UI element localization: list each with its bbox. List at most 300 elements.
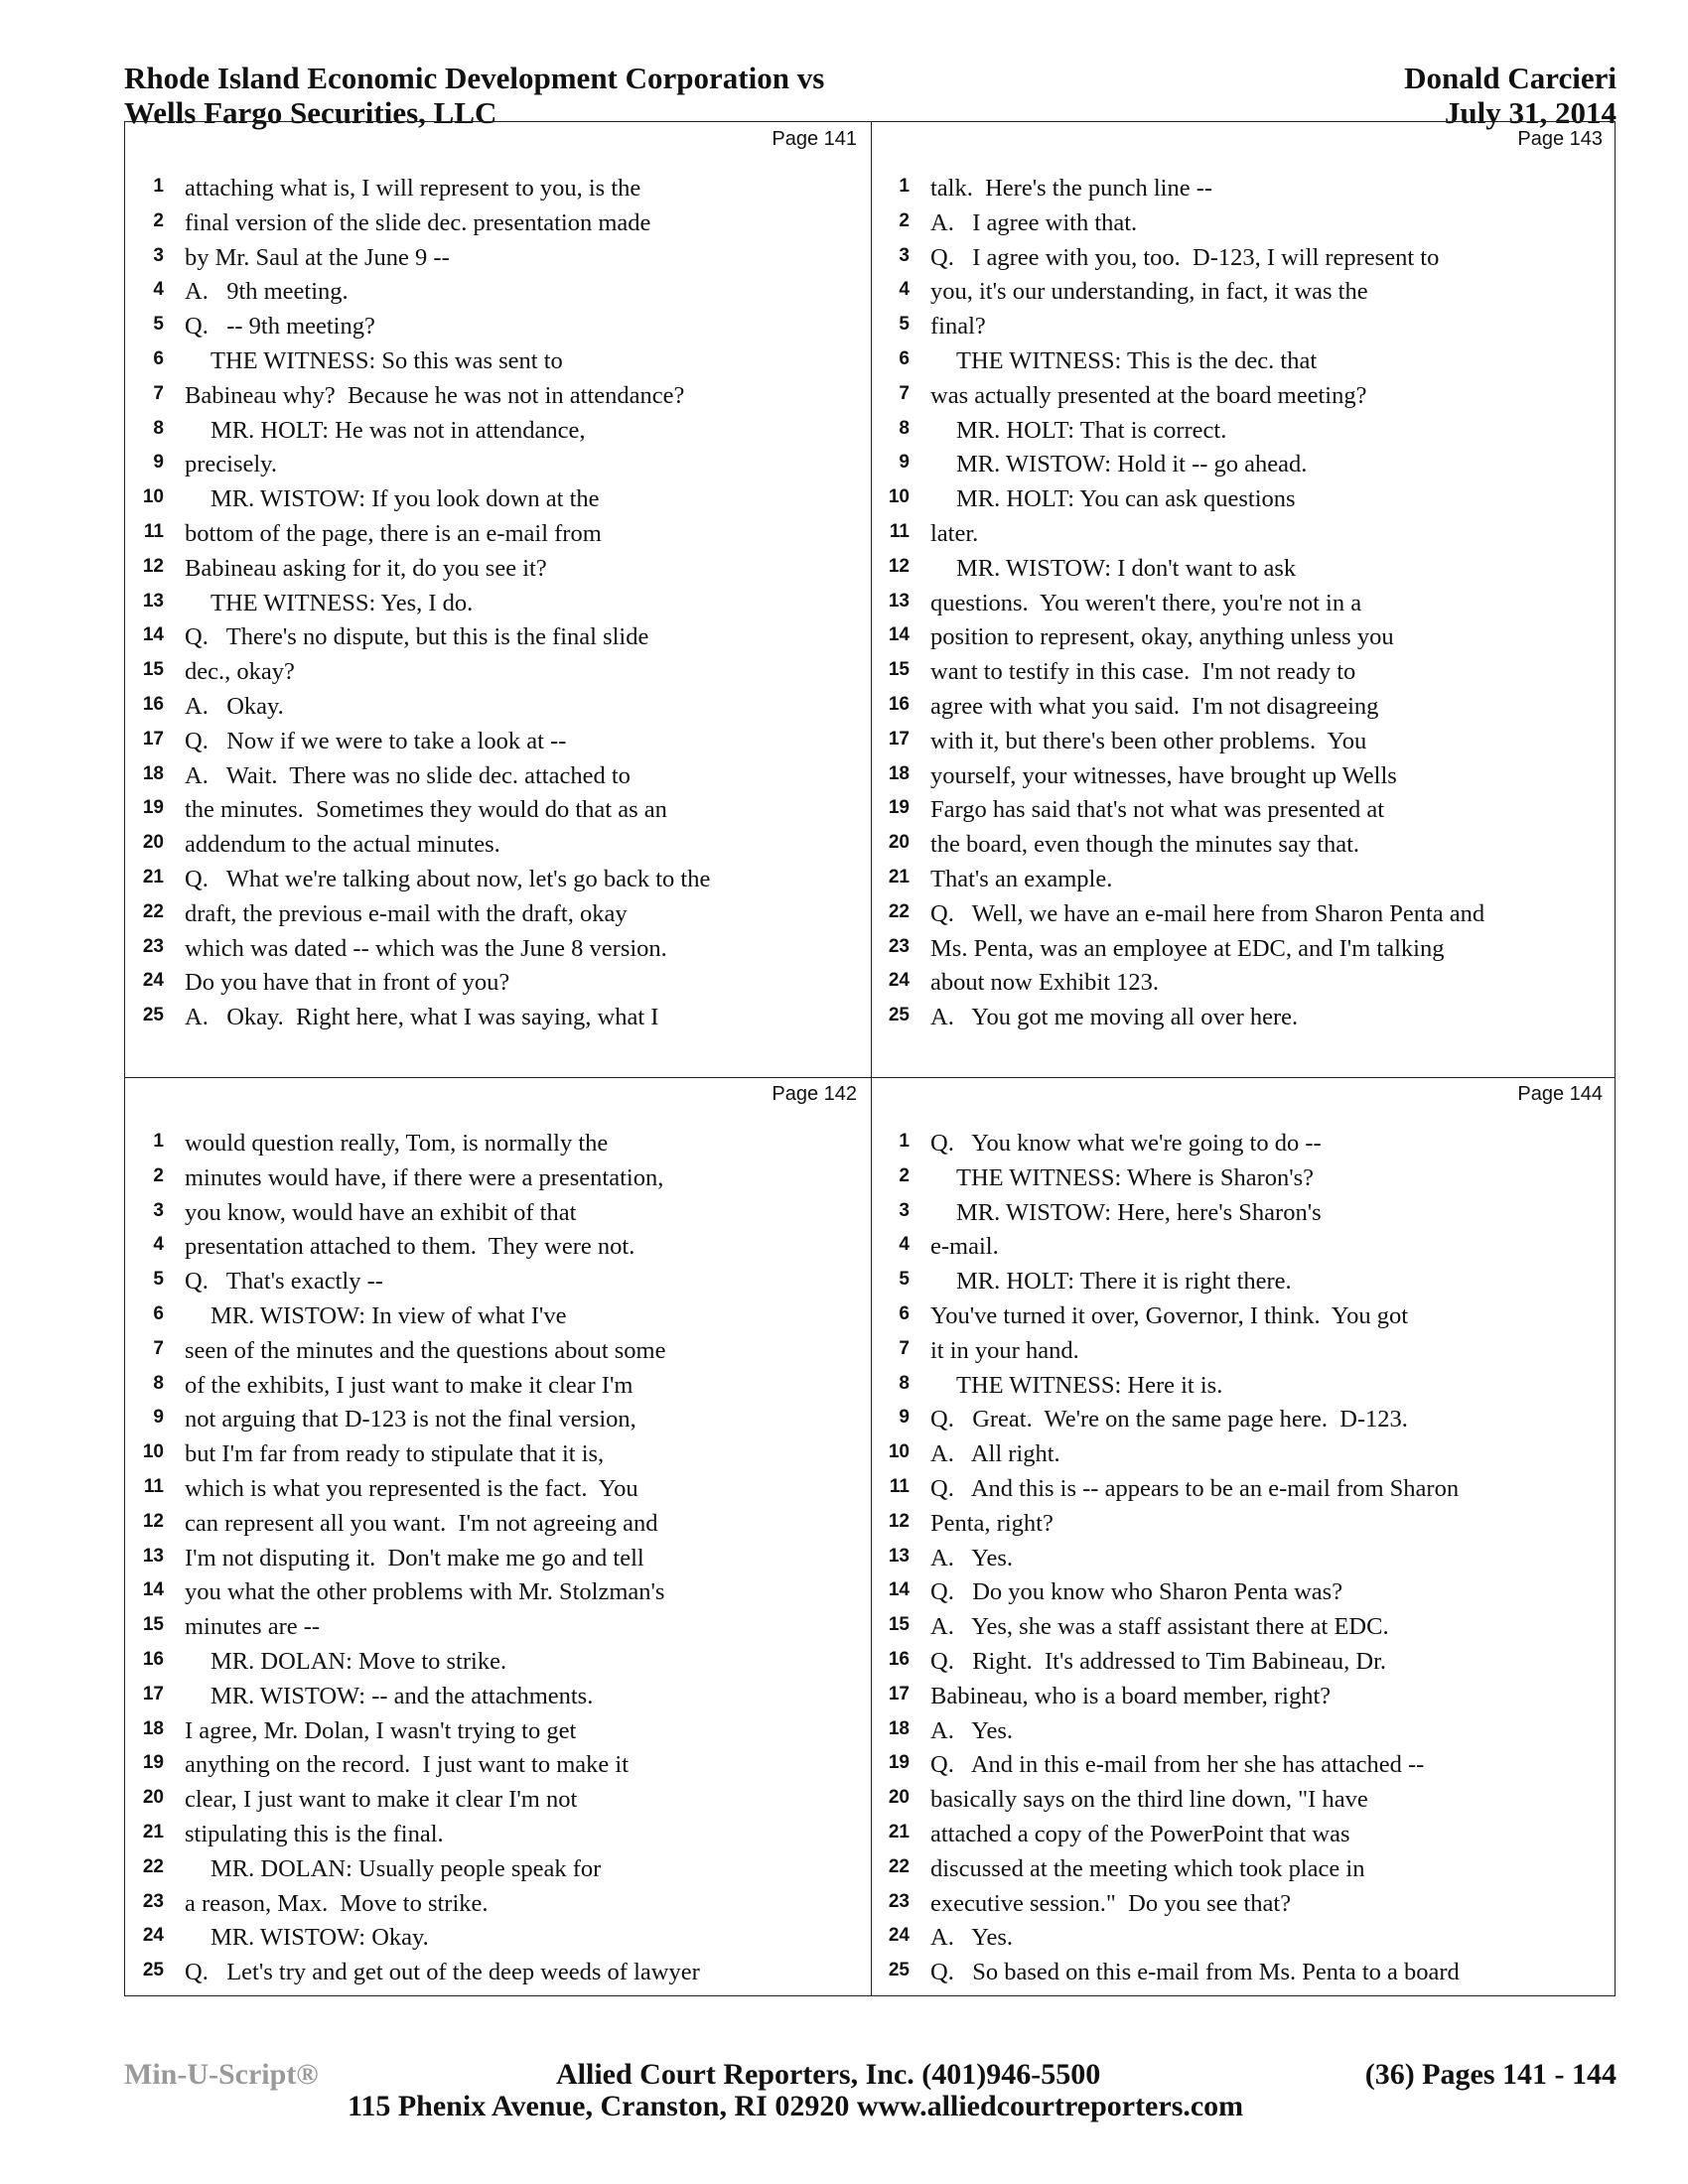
line-text: Q. So based on this e-mail from Ms. Penta to a board — [930, 1959, 1460, 1986]
transcript-line — [125, 1334, 871, 1369]
line-text: A. Wait. There was no slide dec. attached to — [185, 761, 631, 789]
transcript-line — [871, 1956, 1617, 1990]
transcript-line — [125, 966, 871, 1001]
line-number: 19 — [142, 797, 164, 819]
transcript-line — [871, 448, 1617, 482]
transcript-page-143 — [871, 122, 1617, 1077]
line-number: 6 — [153, 347, 164, 369]
line-number: 2 — [899, 209, 910, 231]
line-text: Q. There's no dispute, but this is the final slide — [185, 623, 649, 651]
line-number: 23 — [888, 935, 910, 957]
line-text: THE WITNESS: So this was sent to — [211, 346, 563, 374]
transcript-line — [125, 1127, 871, 1161]
line-number: 18 — [888, 762, 910, 784]
transcript-line — [871, 690, 1617, 725]
line-number: 6 — [153, 1302, 164, 1324]
line-number: 22 — [142, 1855, 164, 1877]
line-text: was actually presented at the board meeting? — [930, 381, 1367, 409]
transcript-line — [125, 1610, 871, 1645]
line-text: Q. Do you know who Sharon Penta was? — [930, 1578, 1343, 1606]
line-number: 1 — [899, 176, 910, 197]
transcript-line — [125, 1818, 871, 1852]
line-text: but I'm far from ready to stipulate that it is, — [185, 1440, 605, 1468]
transcript-line — [871, 759, 1617, 794]
line-number: 22 — [142, 900, 164, 922]
transcript-line — [871, 1472, 1617, 1507]
line-number: 1 — [153, 176, 164, 197]
transcript-line — [125, 1265, 871, 1299]
transcript-line — [125, 793, 871, 828]
line-number: 3 — [899, 1199, 910, 1221]
line-text: MR. WISTOW: Okay. — [211, 1924, 429, 1952]
transcript-line — [125, 1921, 871, 1956]
transcript-line — [125, 344, 871, 379]
transcript-line — [125, 1472, 871, 1507]
line-text: basically says on the third line down, "I have — [930, 1786, 1368, 1814]
line-text: e-mail. — [930, 1233, 999, 1261]
line-number: 1 — [899, 1131, 910, 1152]
min-u-script-brand: Min-U-Script® — [124, 2058, 319, 2091]
transcript-line — [871, 1748, 1617, 1783]
line-number: 16 — [888, 1648, 910, 1670]
transcript-line — [871, 172, 1617, 206]
line-number: 18 — [888, 1717, 910, 1739]
line-number: 19 — [888, 1752, 910, 1774]
transcript-line — [125, 1369, 871, 1404]
line-text: Babineau, who is a board member, right? — [930, 1682, 1332, 1709]
line-number: 6 — [899, 1302, 910, 1324]
transcript-line — [871, 1161, 1617, 1196]
line-text: A. Yes. — [930, 1716, 1014, 1744]
line-text: executive session." Do you see that? — [930, 1889, 1292, 1917]
line-text: MR. DOLAN: Usually people speak for — [211, 1854, 602, 1882]
line-number: 18 — [142, 762, 164, 784]
line-number: 16 — [142, 1648, 164, 1670]
case-title-line2: Wells Fargo Securities, LLC — [124, 95, 497, 130]
line-text: MR. WISTOW: -- and the attachments. — [211, 1682, 594, 1709]
transcript-line — [125, 725, 871, 759]
line-text: not arguing that D-123 is not the final version, — [185, 1406, 636, 1433]
transcript-line — [125, 1887, 871, 1922]
transcript-lines — [125, 1127, 871, 1990]
line-text: want to testify in this case. I'm not ready to — [930, 658, 1356, 686]
transcript-line — [871, 379, 1617, 414]
transcript-line — [871, 863, 1617, 897]
line-text: Q. I agree with you, too. D-123, I will represent to — [930, 243, 1440, 271]
transcript-page-141 — [125, 122, 871, 1077]
line-text: with it, but there's been other problems. You — [930, 727, 1367, 754]
line-number: 12 — [888, 555, 910, 577]
line-text: Q. What we're talking about now, let's go back to the — [185, 865, 711, 892]
line-text: addendum to the actual minutes. — [185, 831, 500, 859]
transcript-line — [125, 414, 871, 449]
line-number: 8 — [153, 1372, 164, 1394]
transcript-line — [125, 1748, 871, 1783]
line-text: would question really, Tom, is normally the — [185, 1130, 609, 1157]
line-number: 11 — [889, 1475, 910, 1497]
line-number: 4 — [153, 1234, 164, 1256]
line-text: THE WITNESS: Where is Sharon's? — [956, 1163, 1315, 1191]
line-text: THE WITNESS: Here it is. — [956, 1371, 1223, 1399]
witness-name: Donald Carcieri — [1404, 61, 1617, 95]
transcript-line — [125, 897, 871, 932]
transcript-line — [871, 620, 1617, 655]
transcript-lines — [125, 172, 871, 1035]
line-text: the minutes. Sometimes they would do that as an — [185, 796, 667, 824]
line-number: 9 — [899, 1407, 910, 1429]
transcript-line — [871, 828, 1617, 863]
line-number: 9 — [153, 1407, 164, 1429]
transcript-line — [871, 1818, 1617, 1852]
transcript-line — [871, 1403, 1617, 1437]
line-text: MR. HOLT: There it is right there. — [956, 1268, 1292, 1296]
transcript-line — [125, 1507, 871, 1542]
transcript-line — [125, 1783, 871, 1818]
line-text: Fargo has said that's not what was presented at — [930, 796, 1385, 824]
line-number: 17 — [142, 1683, 164, 1705]
line-number: 22 — [888, 900, 910, 922]
line-number: 17 — [888, 728, 910, 750]
line-number: 21 — [888, 866, 910, 887]
line-text: position to represent, okay, anything unless you — [930, 623, 1394, 651]
line-text: can represent all you want. I'm not agreeing and — [185, 1509, 658, 1537]
line-number: 14 — [142, 1579, 164, 1601]
line-number: 12 — [888, 1510, 910, 1532]
line-text: a reason, Max. Move to strike. — [185, 1889, 489, 1917]
line-text: A. Okay. Right here, what I was saying, what I — [185, 1004, 659, 1031]
line-number: 10 — [888, 486, 910, 508]
transcript-line — [871, 310, 1617, 344]
transcript-line — [871, 1196, 1617, 1231]
line-text: Q. Let's try and get out of the deep weeds of lawyer — [185, 1959, 700, 1986]
line-text: MR. WISTOW: In view of what I've — [211, 1301, 567, 1329]
line-text: about now Exhibit 123. — [930, 969, 1160, 997]
line-number: 18 — [142, 1717, 164, 1739]
line-text: minutes are -- — [185, 1613, 321, 1641]
line-text: MR. WISTOW: If you look down at the — [211, 485, 600, 513]
line-number: 21 — [888, 1821, 910, 1843]
transcript-line — [871, 1299, 1617, 1334]
transcript-line — [125, 1852, 871, 1887]
line-number: 13 — [888, 1545, 910, 1567]
transcript-line — [125, 1575, 871, 1610]
transcript-line — [871, 897, 1617, 932]
line-number: 25 — [888, 1960, 910, 1981]
line-text: Q. Great. We're on the same page here. D-123. — [930, 1406, 1408, 1433]
line-number: 20 — [142, 832, 164, 854]
transcript-line — [125, 1542, 871, 1576]
line-text: Q. And this is -- appears to be an e-mail from Sharon — [930, 1474, 1460, 1502]
reporter-address: 115 Phenix Avenue, Cranston, RI 02920 www.alliedcourtreporters.com — [348, 2090, 1244, 2122]
transcript-line — [871, 793, 1617, 828]
transcript-line — [871, 1507, 1617, 1542]
line-text: yourself, your witnesses, have brought up Wells — [930, 761, 1397, 789]
line-text: bottom of the page, there is an e-mail from — [185, 519, 602, 547]
line-number: 19 — [888, 797, 910, 819]
transcript-page-142 — [125, 1077, 871, 2032]
line-text: Q. Now if we were to take a look at -- — [185, 727, 567, 754]
line-text: You've turned it over, Governor, I think. You got — [930, 1301, 1409, 1329]
line-number: 4 — [899, 279, 910, 301]
line-text: MR. WISTOW: I don't want to ask — [956, 554, 1297, 582]
transcript-page-144 — [871, 1077, 1617, 2032]
transcript-line — [125, 448, 871, 482]
line-text: Q. That's exactly -- — [185, 1268, 383, 1296]
line-text: That's an example. — [930, 865, 1113, 892]
line-text: which is what you represented is the fact. You — [185, 1474, 638, 1502]
transcript-line — [125, 1161, 871, 1196]
transcript-line — [871, 414, 1617, 449]
transcript-line — [871, 966, 1617, 1001]
transcript-line — [125, 1437, 871, 1472]
line-number: 13 — [142, 1545, 164, 1567]
transcript-grid — [124, 121, 1616, 1996]
line-number: 7 — [153, 382, 164, 404]
line-text: anything on the record. I just want to make it — [185, 1751, 630, 1779]
line-number: 12 — [142, 1510, 164, 1532]
transcript-line — [125, 620, 871, 655]
line-text: by Mr. Saul at the June 9 -- — [185, 243, 450, 271]
transcript-line — [125, 759, 871, 794]
transcript-line — [871, 1001, 1617, 1035]
transcript-lines — [871, 1127, 1617, 1990]
line-text: clear, I just want to make it clear I'm not — [185, 1786, 578, 1814]
transcript-line — [125, 932, 871, 967]
line-text: A. I agree with that. — [930, 208, 1138, 236]
line-number: 10 — [142, 1441, 164, 1463]
line-number: 24 — [142, 1925, 164, 1947]
line-number: 14 — [888, 1579, 910, 1601]
line-text: Penta, right? — [930, 1509, 1054, 1537]
transcript-line — [125, 1001, 871, 1035]
line-text: discussed at the meeting which took place in — [930, 1854, 1365, 1882]
line-number: 7 — [153, 1337, 164, 1359]
transcript-line — [125, 1196, 871, 1231]
line-text: Q. Right. It's addressed to Tim Babineau, Dr. — [930, 1647, 1387, 1675]
line-number: 10 — [142, 486, 164, 508]
line-number: 14 — [142, 624, 164, 646]
transcript-line — [871, 1437, 1617, 1472]
line-number: 24 — [888, 1925, 910, 1947]
transcript-line — [125, 1956, 871, 1990]
line-number: 11 — [143, 520, 164, 542]
line-number: 3 — [153, 1199, 164, 1221]
line-number: 16 — [888, 693, 910, 715]
line-number: 4 — [899, 1234, 910, 1256]
line-text: A. Okay. — [185, 692, 284, 720]
transcript-line — [125, 690, 871, 725]
line-text: Q. You know what we're going to do -- — [930, 1130, 1322, 1157]
line-number: 4 — [153, 279, 164, 301]
transcript-line — [871, 587, 1617, 621]
line-number: 23 — [142, 1890, 164, 1912]
transcript-line — [871, 932, 1617, 967]
line-text: it in your hand. — [930, 1336, 1079, 1364]
line-text: dec., okay? — [185, 658, 295, 686]
line-number: 25 — [888, 1005, 910, 1026]
line-text: attaching what is, I will represent to you, is the — [185, 175, 641, 202]
transcript-line — [871, 1852, 1617, 1887]
line-text: I agree, Mr. Dolan, I wasn't trying to get — [185, 1716, 577, 1744]
line-number: 23 — [888, 1890, 910, 1912]
transcript-line — [125, 587, 871, 621]
line-number: 7 — [899, 382, 910, 404]
line-number: 3 — [899, 244, 910, 266]
transcript-line — [871, 241, 1617, 276]
transcript-line — [871, 275, 1617, 310]
transcript-line — [871, 206, 1617, 241]
line-number: 15 — [888, 659, 910, 681]
transcript-line — [871, 1921, 1617, 1956]
line-number: 25 — [142, 1960, 164, 1981]
line-text: MR. HOLT: You can ask questions — [956, 485, 1296, 513]
line-text: Babineau why? Because he was not in attendance? — [185, 381, 685, 409]
transcript-line — [871, 655, 1617, 690]
line-text: talk. Here's the punch line -- — [930, 175, 1213, 202]
transcript-line — [125, 275, 871, 310]
line-number: 20 — [142, 1787, 164, 1809]
reporter-company: Allied Court Reporters, Inc. (401)946-5500 — [556, 2058, 1101, 2091]
line-text: questions. You weren't there, you're not in a — [930, 589, 1362, 616]
line-number: 11 — [143, 1475, 164, 1497]
transcript-line — [871, 1334, 1617, 1369]
line-number: 24 — [142, 970, 164, 992]
line-text: the board, even though the minutes say that. — [930, 831, 1360, 859]
transcript-line — [125, 241, 871, 276]
line-number: 23 — [142, 935, 164, 957]
line-text: minutes would have, if there were a presentation, — [185, 1163, 664, 1191]
line-number: 2 — [153, 1164, 164, 1186]
transcript-line — [125, 1714, 871, 1749]
transcript-line — [871, 1230, 1617, 1265]
line-text: A. Yes, she was a staff assistant there at EDC. — [930, 1613, 1389, 1641]
transcript-line — [125, 863, 871, 897]
line-text: final? — [930, 313, 986, 341]
line-text: you what the other problems with Mr. Stolzman's — [185, 1578, 665, 1606]
line-text: later. — [930, 519, 979, 547]
line-text: THE WITNESS: Yes, I do. — [211, 589, 474, 616]
line-number: 13 — [142, 590, 164, 612]
line-text: Q. And in this e-mail from her she has attached -- — [930, 1751, 1425, 1779]
transcript-line — [871, 1714, 1617, 1749]
line-number: 3 — [153, 244, 164, 266]
line-text: presentation attached to them. They were not. — [185, 1233, 635, 1261]
line-number: 14 — [888, 624, 910, 646]
line-text: Q. -- 9th meeting? — [185, 313, 375, 341]
line-number: 6 — [899, 347, 910, 369]
transcript-line — [871, 517, 1617, 552]
line-number: 10 — [888, 1441, 910, 1463]
transcript-line — [871, 1887, 1617, 1922]
line-text: A. You got me moving all over here. — [930, 1004, 1299, 1031]
line-text: precisely. — [185, 451, 277, 478]
transcript-lines — [871, 172, 1617, 1035]
page-number: Page 142 — [772, 1083, 857, 1105]
line-number: 19 — [142, 1752, 164, 1774]
line-text: attached a copy of the PowerPoint that was — [930, 1820, 1350, 1847]
line-number: 24 — [888, 970, 910, 992]
line-number: 11 — [889, 520, 910, 542]
line-number: 2 — [899, 1164, 910, 1186]
transcript-line — [871, 552, 1617, 587]
transcript-line — [871, 1127, 1617, 1161]
transcript-line — [871, 1783, 1617, 1818]
line-text: draft, the previous e-mail with the draft, okay — [185, 899, 628, 927]
line-text: MR. WISTOW: Here, here's Sharon's — [956, 1198, 1322, 1226]
line-number: 13 — [888, 590, 910, 612]
line-text: A. 9th meeting. — [185, 278, 349, 306]
line-text: MR. HOLT: He was not in attendance, — [211, 416, 586, 444]
transcript-line — [871, 1680, 1617, 1714]
page-number: Page 141 — [772, 128, 857, 150]
line-text: A. All right. — [930, 1440, 1060, 1468]
line-number: 15 — [142, 1614, 164, 1636]
page-number: Page 144 — [1517, 1083, 1603, 1105]
line-number: 9 — [899, 452, 910, 474]
line-number: 8 — [153, 417, 164, 439]
line-text: you know, would have an exhibit of that — [185, 1198, 577, 1226]
transcript-line — [125, 310, 871, 344]
line-text: MR. WISTOW: Hold it -- go ahead. — [956, 451, 1308, 478]
transcript-line — [125, 1680, 871, 1714]
line-text: A. Yes. — [930, 1924, 1014, 1952]
line-text: stipulating this is the final. — [185, 1820, 444, 1847]
line-number: 17 — [142, 728, 164, 750]
deposition-date: July 31, 2014 — [1444, 95, 1617, 130]
transcript-line — [871, 1610, 1617, 1645]
line-number: 15 — [888, 1614, 910, 1636]
transcript-line — [871, 1575, 1617, 1610]
transcript-line — [871, 1645, 1617, 1680]
line-number: 2 — [153, 209, 164, 231]
line-number: 12 — [142, 555, 164, 577]
transcript-line — [125, 172, 871, 206]
line-number: 5 — [899, 1269, 910, 1291]
line-number: 5 — [153, 314, 164, 336]
line-text: final version of the slide dec. presentation made — [185, 208, 651, 236]
transcript-line — [871, 1265, 1617, 1299]
line-text: Babineau asking for it, do you see it? — [185, 554, 547, 582]
transcript-line — [871, 725, 1617, 759]
line-number: 9 — [153, 452, 164, 474]
line-text: Ms. Penta, was an employee at EDC, and I'm talking — [930, 934, 1445, 962]
line-number: 8 — [899, 1372, 910, 1394]
transcript-line — [125, 206, 871, 241]
transcript-line — [125, 1645, 871, 1680]
line-number: 25 — [142, 1005, 164, 1026]
line-number: 20 — [888, 1787, 910, 1809]
line-number: 7 — [899, 1337, 910, 1359]
transcript-line — [125, 379, 871, 414]
transcript-line — [871, 1542, 1617, 1576]
transcript-line — [871, 482, 1617, 517]
transcript-line — [125, 517, 871, 552]
transcript-line — [125, 482, 871, 517]
page-range: (36) Pages 141 - 144 — [1364, 2058, 1617, 2091]
case-title-line1: Rhode Island Economic Development Corporation vs — [124, 61, 825, 95]
line-number: 21 — [142, 1821, 164, 1843]
line-number: 21 — [142, 866, 164, 887]
line-text: Q. Well, we have an e-mail here from Sharon Penta and — [930, 899, 1485, 927]
line-text: MR. DOLAN: Move to strike. — [211, 1647, 507, 1675]
line-text: A. Yes. — [930, 1544, 1014, 1571]
line-number: 16 — [142, 693, 164, 715]
line-text: you, it's our understanding, in fact, it was the — [930, 278, 1368, 306]
page-number: Page 143 — [1517, 128, 1603, 150]
line-number: 20 — [888, 832, 910, 854]
line-text: MR. HOLT: That is correct. — [956, 416, 1227, 444]
line-number: 5 — [153, 1269, 164, 1291]
